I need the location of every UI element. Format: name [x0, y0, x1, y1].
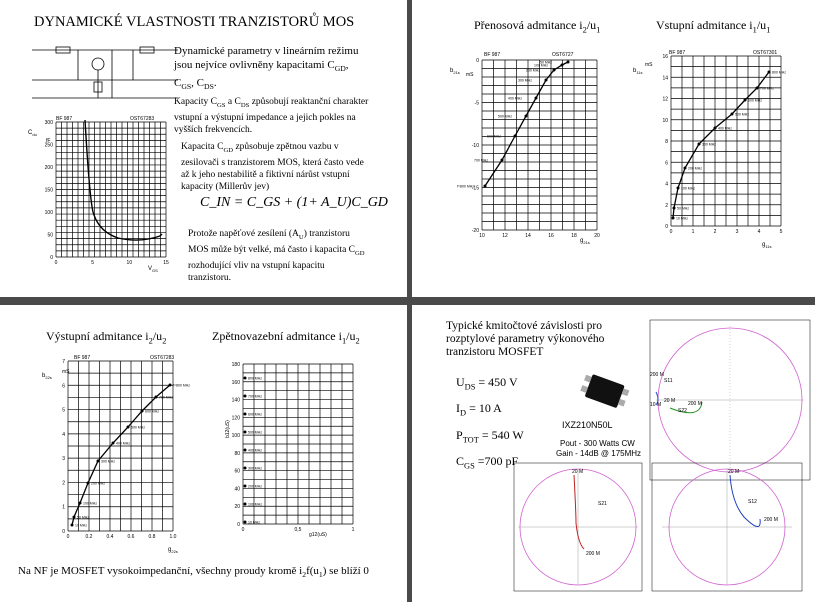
data-point	[553, 69, 556, 72]
part-number: IXZ210N50L	[562, 420, 613, 430]
data-point	[244, 503, 247, 506]
power-note: Pout - 300 Watts CW	[560, 439, 635, 448]
point-label: 300 MHz	[101, 459, 116, 464]
y-tick-label: 100	[44, 210, 53, 216]
y-tick-label: 180	[231, 362, 240, 368]
smith-label: S11	[664, 378, 673, 384]
x-tick-label: 5	[91, 260, 95, 266]
point-label: f=800 MHz	[173, 383, 191, 388]
y-tick-label: 20	[234, 504, 240, 511]
data-point	[71, 524, 74, 527]
y-tick-label: 0	[62, 529, 65, 535]
x-tick-label: 0.6	[127, 534, 135, 540]
data-point	[127, 426, 130, 429]
data-point	[677, 187, 680, 190]
y-tick-label: 8	[665, 139, 668, 145]
point-label: 500 MHz	[248, 430, 263, 435]
x-tick-label: 2	[713, 229, 717, 235]
data-point	[73, 516, 76, 519]
point-label: 100 MHz	[83, 501, 98, 506]
smith-label: 20 M	[664, 398, 676, 404]
x-tick-label: 16	[548, 233, 554, 239]
paragraph-reactance: Kapacity $C_{GS}$ a $C_{DS}$ způsobují reaktanční charakter vstupní a výstupní impedance a jejich pokles na vyšších frekvencích.	[174, 97, 369, 135]
point-label: 100 MHz	[534, 63, 549, 68]
parameter-row: $C_{GS} =700$ pF	[456, 454, 519, 471]
data-point	[244, 413, 247, 416]
data-point	[744, 99, 747, 102]
point-label: 50 MHz	[540, 60, 553, 65]
smith-chart-s11-s22	[650, 320, 810, 480]
point-label: 500 MHz	[131, 425, 146, 430]
y-tick-label: 10	[662, 117, 668, 124]
y-tick-label: 120	[231, 415, 240, 422]
x-tick-label: 1	[691, 229, 695, 235]
smith-label: S22	[678, 408, 687, 414]
input-admittance-title: Vstupní admitance $i_1/u_1$	[656, 18, 771, 35]
point-label: 200 MHz	[526, 68, 541, 73]
y-tick-label: 0	[665, 224, 668, 230]
data-point	[244, 395, 247, 398]
x-tick-label: 3	[735, 229, 739, 235]
feedback-admittance-title: Zpětnovazební admitance $i_1/u_2$	[212, 329, 360, 346]
x-tick-label: 1.0	[169, 534, 177, 540]
x-tick-label: 0.8	[148, 534, 156, 540]
y-tick-label: -15	[471, 185, 479, 192]
point-label: 700 MHz	[248, 394, 263, 399]
smith-label: S12	[748, 499, 757, 505]
circuit-diagram	[28, 40, 178, 110]
horizontal-separator	[0, 297, 815, 305]
data-point	[244, 467, 247, 470]
x-tick-label: 0	[669, 229, 673, 235]
output-admittance-title: Výstupní admitance $i_2/u_2$	[46, 329, 167, 346]
x-tick-label: 0.4	[106, 534, 114, 540]
y-tick-label: 140	[231, 397, 240, 404]
graph-xlabel: $V_{GS}$	[148, 266, 158, 273]
point-label: 10 MHz	[676, 216, 689, 221]
data-point	[79, 502, 82, 505]
y-tick-label: 100	[231, 433, 240, 440]
graph-model: BF 987	[484, 52, 501, 58]
paragraph-gain: Protože napěťové zesílení $(A_U)$ tranzistoru MOS může být velké, má často i kapacita $C_{GD}$ rozhodující vliv na vstupní kapacitu tranzistoru.	[188, 229, 365, 283]
smith-label: S21	[598, 501, 607, 507]
data-point	[87, 482, 90, 485]
point-label: 10 MHz	[75, 523, 88, 528]
point-label: 600 MHz	[748, 98, 763, 103]
point-label: 600 MHz	[248, 412, 263, 417]
data-point	[501, 159, 504, 162]
point-label: 200 MHz	[248, 484, 263, 489]
point-label: 600 MHz	[487, 134, 502, 139]
capacitance-graph	[30, 112, 200, 272]
graph-model: BF 987	[669, 50, 686, 56]
y-tick-label: 4	[665, 181, 668, 188]
graph-yunit: fF	[46, 138, 51, 144]
y-tick-label: 0	[50, 255, 53, 261]
y-tick-label: 1	[62, 504, 65, 511]
panel-scattering-parameters	[412, 305, 815, 602]
y-tick-label: 250	[44, 142, 53, 149]
y-tick-label: 50	[47, 232, 53, 239]
data-point	[169, 384, 172, 387]
graph-code: OST6727	[552, 52, 574, 58]
point-label: 300 MHz	[702, 142, 717, 147]
data-point	[768, 71, 771, 74]
x-tick-label: 10	[126, 260, 133, 266]
smith-label: 200 M	[650, 372, 664, 378]
data-point	[244, 377, 247, 380]
point-label: 700 MHz	[760, 86, 775, 91]
data-point	[525, 115, 528, 118]
point-label: 700 MHz	[159, 395, 174, 400]
x-tick-label: 14	[525, 233, 531, 239]
y-tick-label: 0	[237, 522, 240, 528]
point-label: 400 MHz	[248, 448, 263, 453]
y-tick-label: 6	[62, 383, 65, 390]
graph-xlabel: $g_{22s}$	[168, 547, 178, 554]
y-tick-label: 7	[62, 359, 65, 365]
panel-dynamic-properties	[0, 0, 407, 297]
x-tick-label: 0,5	[294, 527, 302, 533]
point-label: f=800 MHz	[457, 184, 475, 189]
data-point	[244, 431, 247, 434]
point-label: 100 MHz	[681, 186, 696, 191]
graph-xlabel: $g_{11s}$	[762, 242, 772, 249]
input-admittance-graph	[633, 50, 787, 250]
data-point	[545, 79, 548, 82]
point-label: 300 MHz	[518, 78, 533, 83]
y-tick-label: 3	[62, 456, 65, 463]
graph-model: BF 987	[74, 355, 91, 361]
point-label: 700 MHz	[474, 158, 489, 163]
paragraph-intro: Dynamické parametry v lineárním režimu jsou nejvíce ovlivněny kapacitami $C_{GD}$, $C_{GS}$, $C_{DS}$.	[174, 45, 359, 92]
graph-ylabel: $C_{du}$	[28, 130, 37, 137]
x-tick-label: 12	[502, 233, 508, 239]
data-point	[244, 521, 247, 524]
footer-note: Na NF je MOSFET vysokoimpedanční, všechny proudy kromě $i_2f(u_1)$ se blíží 0	[18, 565, 369, 580]
x-tick-label: 1	[351, 527, 355, 533]
graph-ylabel: $b_{11s}$	[633, 68, 643, 75]
data-point	[714, 127, 717, 130]
panel-admittances-2	[0, 305, 407, 602]
x-tick-label: 0.2	[85, 534, 93, 540]
y-tick-label: 4	[62, 431, 65, 438]
y-tick-label: 40	[234, 486, 240, 493]
smith-label: 10 M	[650, 402, 662, 408]
graph-yunit: mS	[62, 369, 70, 375]
x-tick-label: 15	[163, 260, 169, 266]
y-tick-label: 80	[234, 450, 240, 457]
y-tick-label: 14	[662, 75, 668, 82]
data-point	[731, 113, 734, 116]
y-tick-label: 2	[665, 202, 668, 209]
data-point	[141, 410, 144, 413]
parameter-row: $P_{TOT} = 540$ W	[456, 427, 524, 445]
data-point	[535, 97, 538, 100]
graph-yunit: mS	[466, 72, 474, 78]
point-label: 800 MHz	[772, 70, 787, 75]
point-label: 400 MHz	[116, 441, 131, 446]
x-tick-label: 0	[54, 260, 58, 266]
data-point	[484, 185, 487, 188]
data-point	[672, 217, 675, 220]
y-tick-label: -10	[471, 143, 479, 149]
output-admittance-graph	[42, 355, 191, 555]
graph-ylabel: $b_{21s}$	[450, 68, 460, 75]
data-point	[684, 167, 687, 170]
point-label: 10 MHz	[248, 520, 261, 525]
point-label: 500 MHz	[735, 112, 750, 117]
data-point	[514, 135, 517, 138]
data-point	[244, 485, 247, 488]
point-label: 100 MHz	[248, 502, 263, 507]
graph-code: OST67283	[130, 116, 155, 122]
y-tick-label: -20	[471, 228, 479, 234]
gain-note: Gain - 14dB @ 175MHz	[556, 449, 642, 458]
y-tick-label: 0	[476, 58, 479, 64]
y-tick-label: 60	[234, 468, 240, 475]
y-tick-label: 12	[662, 96, 668, 103]
y-tick-label: -5	[474, 100, 479, 107]
data-point	[567, 61, 570, 64]
paragraph-feedback: Kapacita $C_{GD}$ způsobuje zpětnou vazbu v zesilovači s tranzistorem MOS, která často vede až k jeho nestabilitě a fiktivní nárůst vstupní kapacity (Millerův jev)	[181, 142, 364, 192]
smith-label: 20 M	[728, 469, 740, 475]
x-tick-label: 0	[66, 534, 70, 540]
point-label: 800 MHz	[248, 376, 263, 381]
data-point	[97, 460, 100, 463]
smith-chart-s21	[514, 463, 642, 591]
point-label: 200 MHz	[91, 481, 106, 486]
graph-ylabel: b12(uS)	[225, 420, 231, 438]
point-label: 300 MHz	[248, 466, 263, 471]
y-tick-label: 6	[665, 160, 668, 167]
data-point	[112, 442, 115, 445]
graph-ylabel: $b_{22s}$	[42, 373, 52, 380]
parameter-row: $I_D = 10$ A	[456, 401, 502, 418]
data-point	[244, 449, 247, 452]
smith-label: 20 M	[572, 469, 584, 475]
point-label: 400 MHz	[508, 96, 523, 101]
point-label: 200 MHz	[688, 166, 703, 171]
transfer-admittance-title: Přenosová admitance $i_2/u_1$	[474, 18, 601, 35]
transfer-admittance-graph	[450, 50, 612, 250]
data-point	[756, 87, 759, 90]
panel-admittances-1	[412, 0, 815, 297]
graph-model: BF 987	[56, 116, 73, 122]
parameter-row: $U_{DS} = 450$ V	[456, 375, 518, 392]
point-label: 600 MHz	[145, 409, 160, 414]
y-tick-label: 2	[62, 480, 65, 487]
y-tick-label: 16	[662, 54, 668, 60]
smith-chart-s12	[652, 463, 802, 591]
data-point	[155, 396, 158, 399]
x-tick-label: 0	[241, 527, 245, 533]
graph-xlabel: $g_{21s}$	[580, 238, 590, 245]
point-label: 500 MHz	[498, 114, 513, 119]
graph-code: OST67283	[150, 355, 175, 361]
data-point	[561, 64, 564, 67]
graph-yunit: mS	[645, 62, 653, 68]
smith-label: 200 M	[586, 551, 600, 557]
panel-title: DYNAMICKÉ VLASTNOSTI TRANZISTORŮ MOS	[34, 14, 355, 30]
data-point	[698, 143, 701, 146]
data-point	[673, 207, 676, 210]
y-tick-label: 200	[44, 165, 53, 171]
transistor-package-image	[579, 373, 629, 413]
x-tick-label: 18	[571, 233, 577, 239]
y-tick-label: 300	[44, 120, 53, 126]
graph-code: OST67301	[753, 50, 778, 56]
smith-label: 200 M	[688, 401, 702, 407]
panel-title: Typické kmitočtové závislosti pro rozptylové parametry výkonového tranzistoru MOSFET	[446, 320, 605, 358]
y-tick-label: 160	[231, 379, 240, 386]
smith-label: 200 M	[764, 517, 778, 523]
point-label: 50 MHz	[677, 206, 690, 211]
x-tick-label: 4	[757, 229, 761, 235]
x-tick-label: 5	[779, 229, 783, 235]
point-label: 50 MHz	[77, 515, 90, 520]
graph-xlabel: g12(uS)	[309, 532, 327, 538]
x-tick-label: 10	[479, 233, 485, 239]
y-tick-label: 5	[62, 407, 65, 414]
point-label: 400 MHz	[718, 126, 733, 131]
y-tick-label: 150	[44, 187, 53, 194]
miller-formula: C_IN = C_GS + (1+ A_U)C_GD	[200, 195, 388, 210]
feedback-admittance-graph	[225, 358, 358, 538]
x-tick-label: 20	[594, 233, 600, 239]
